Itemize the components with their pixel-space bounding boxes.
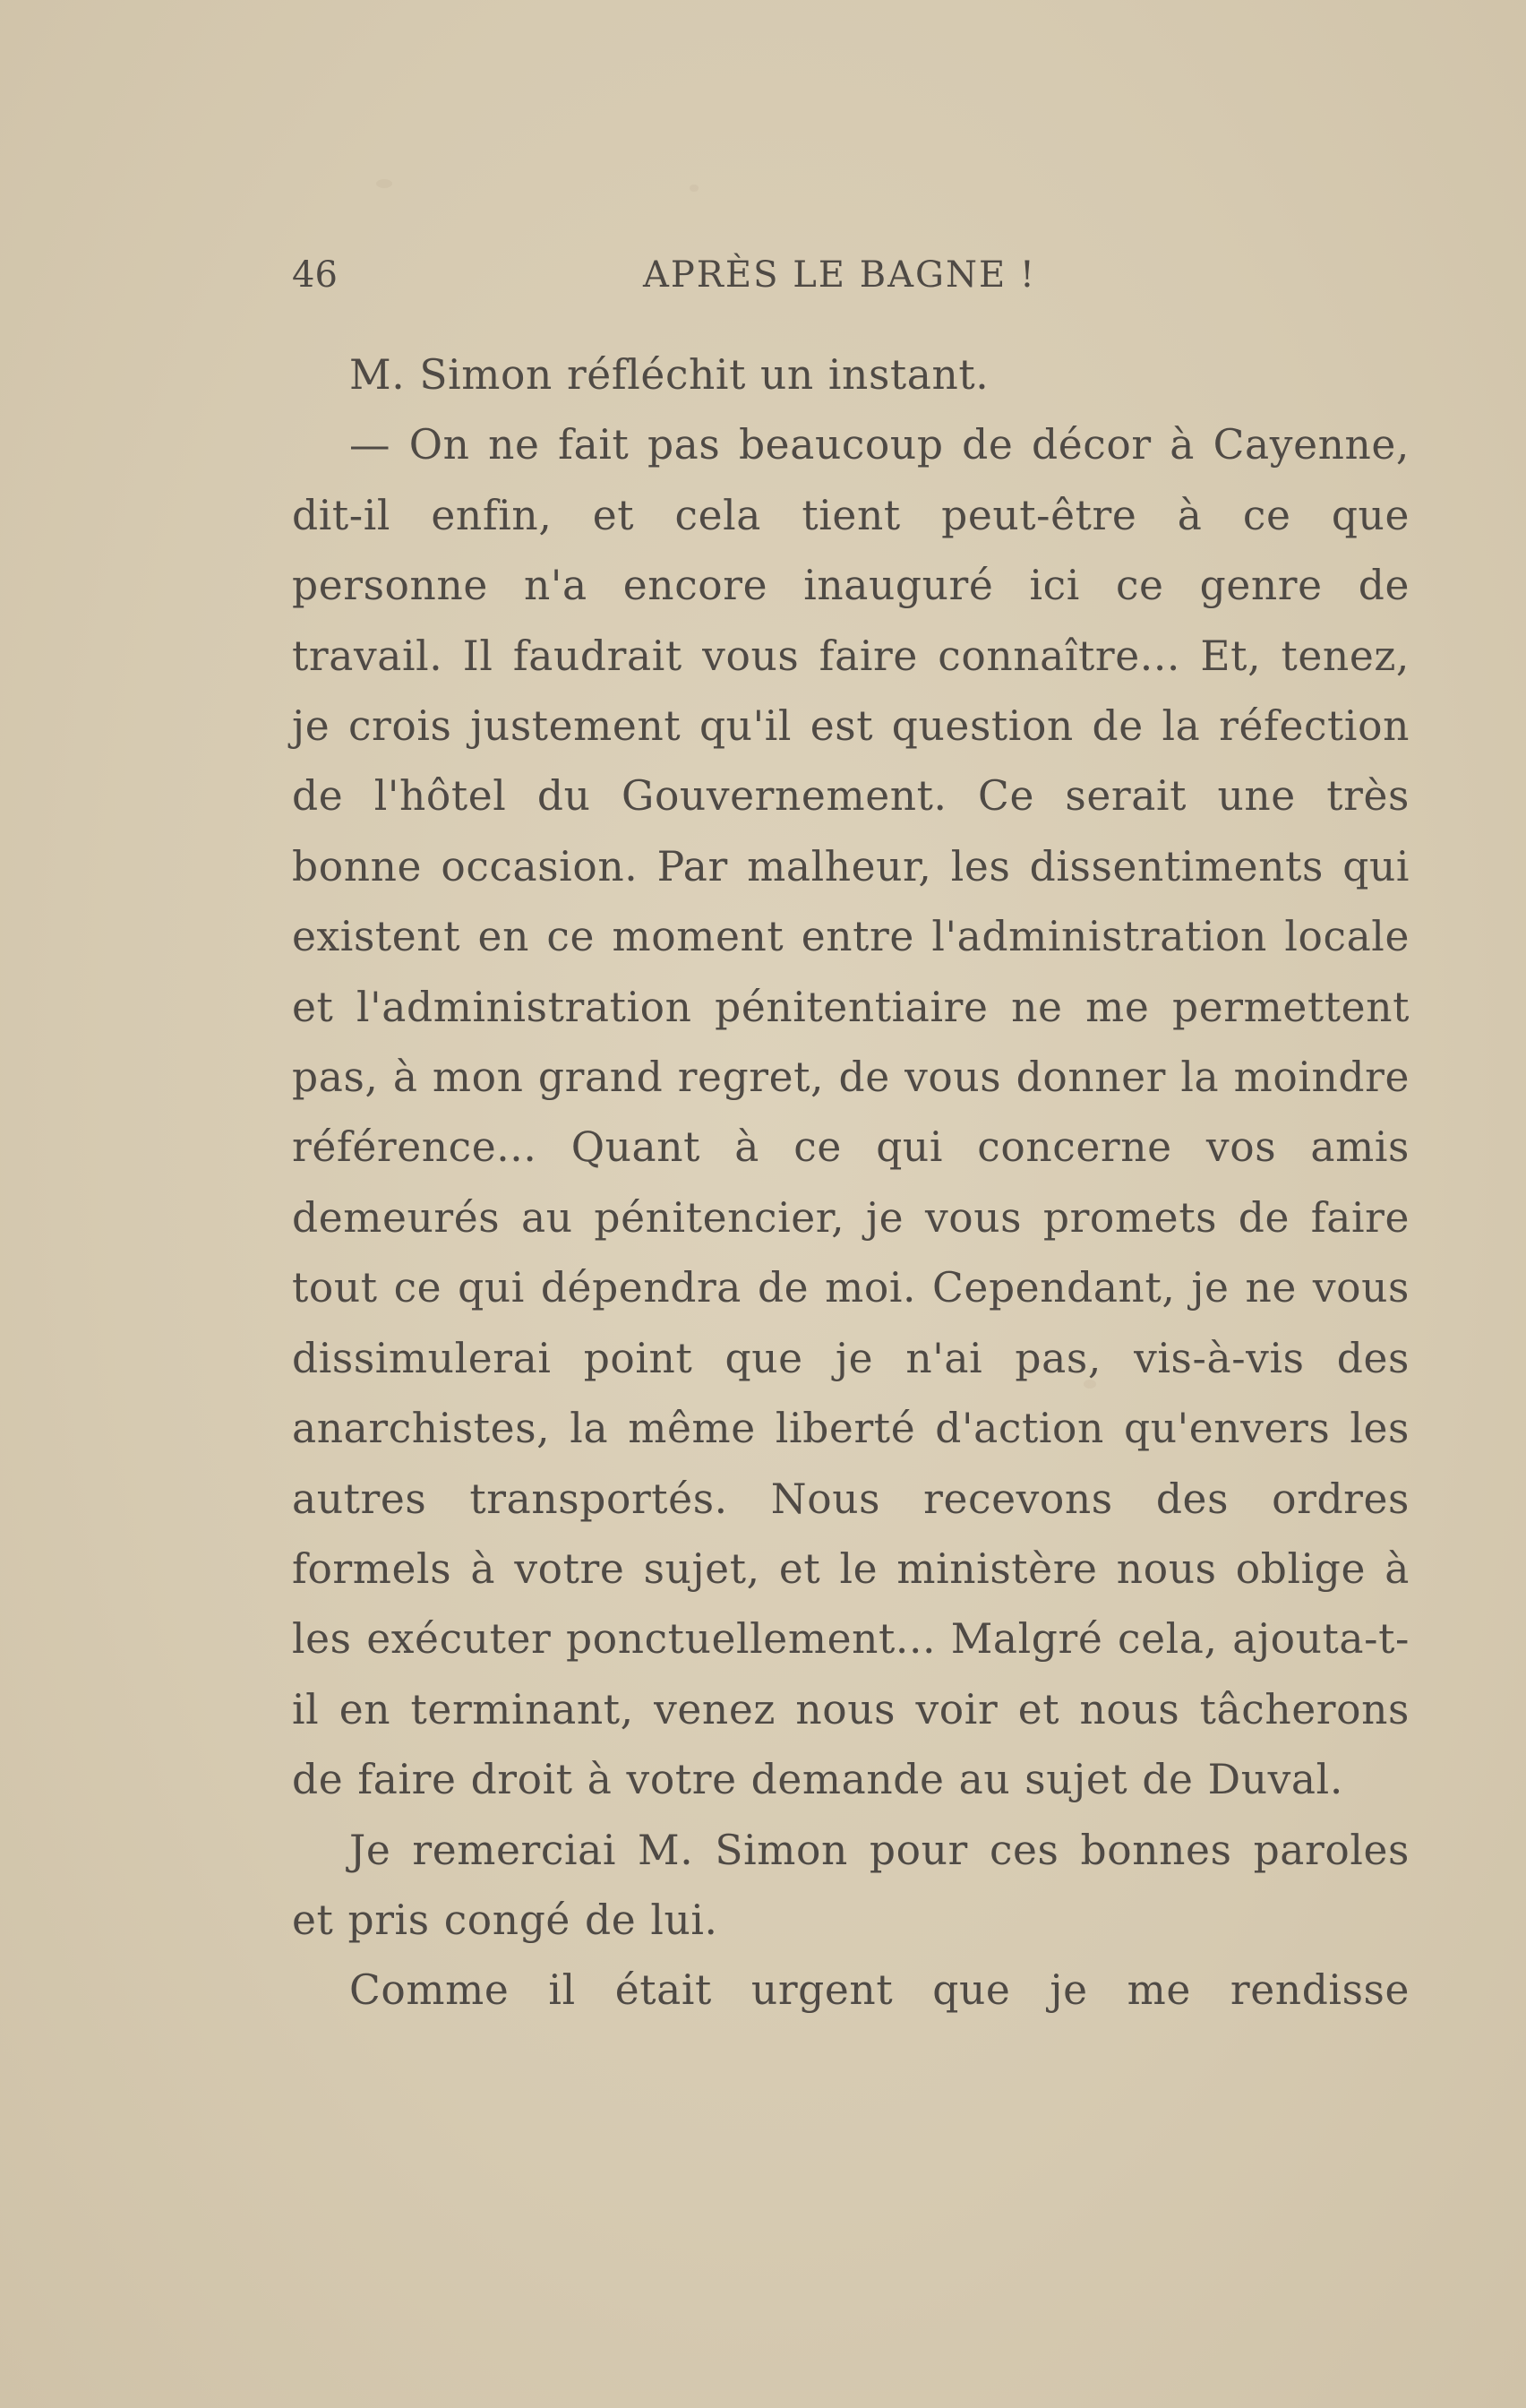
page-number: 46 bbox=[292, 254, 338, 296]
running-header bbox=[292, 253, 1410, 297]
paragraph: Comme il était urgent que je me rendisse bbox=[349, 1966, 1410, 2015]
paragraph: M. Simon réfléchit un instant. bbox=[349, 351, 990, 399]
paragraph: — On ne fait pas beaucoup de décor à Cayenne, dit-il enfin, et cela tient peut-être à ce que personne n'a encore inauguré ici ce genre de travail. Il faudrait vous faire connaître... Et, tenez, je crois justement qu'il est question de la réfection de l'hôtel du Gouvernement. Ce serait une très bonne occasion. Par malheur, les dissentiments qui existent en ce moment entre l'administration locale et l'administration pénitentiaire ne me permettent pas, à mon grand regret, de vous donner la moindre référence... Quant à ce qui concerne vos amis demeurés au pénitencier, je vous promets de faire tout ce qui dépendra de moi. Cependant, je ne vous dissimulerai point que je n'ai pas, vis-à-vis des anarchistes, la même liberté d'action qu'envers les autres transportés. Nous recevons des ordres formels à votre sujet, et le ministère nous oblige à les exécuter ponctuellement... Malgré cela, ajouta-t-il en terminant, venez nous voir et nous tâcherons de faire droit à votre demande au sujet de Duval. bbox=[292, 421, 1410, 1804]
paper-speck bbox=[690, 185, 699, 192]
paragraph: Je remerciai M. Simon pour ces bonnes paroles et pris congé de lui. bbox=[292, 1826, 1410, 1944]
paper-speck bbox=[376, 179, 392, 188]
body-text bbox=[292, 340, 1410, 2026]
running-title: APRÈS LE BAGNE ! bbox=[643, 254, 1036, 296]
